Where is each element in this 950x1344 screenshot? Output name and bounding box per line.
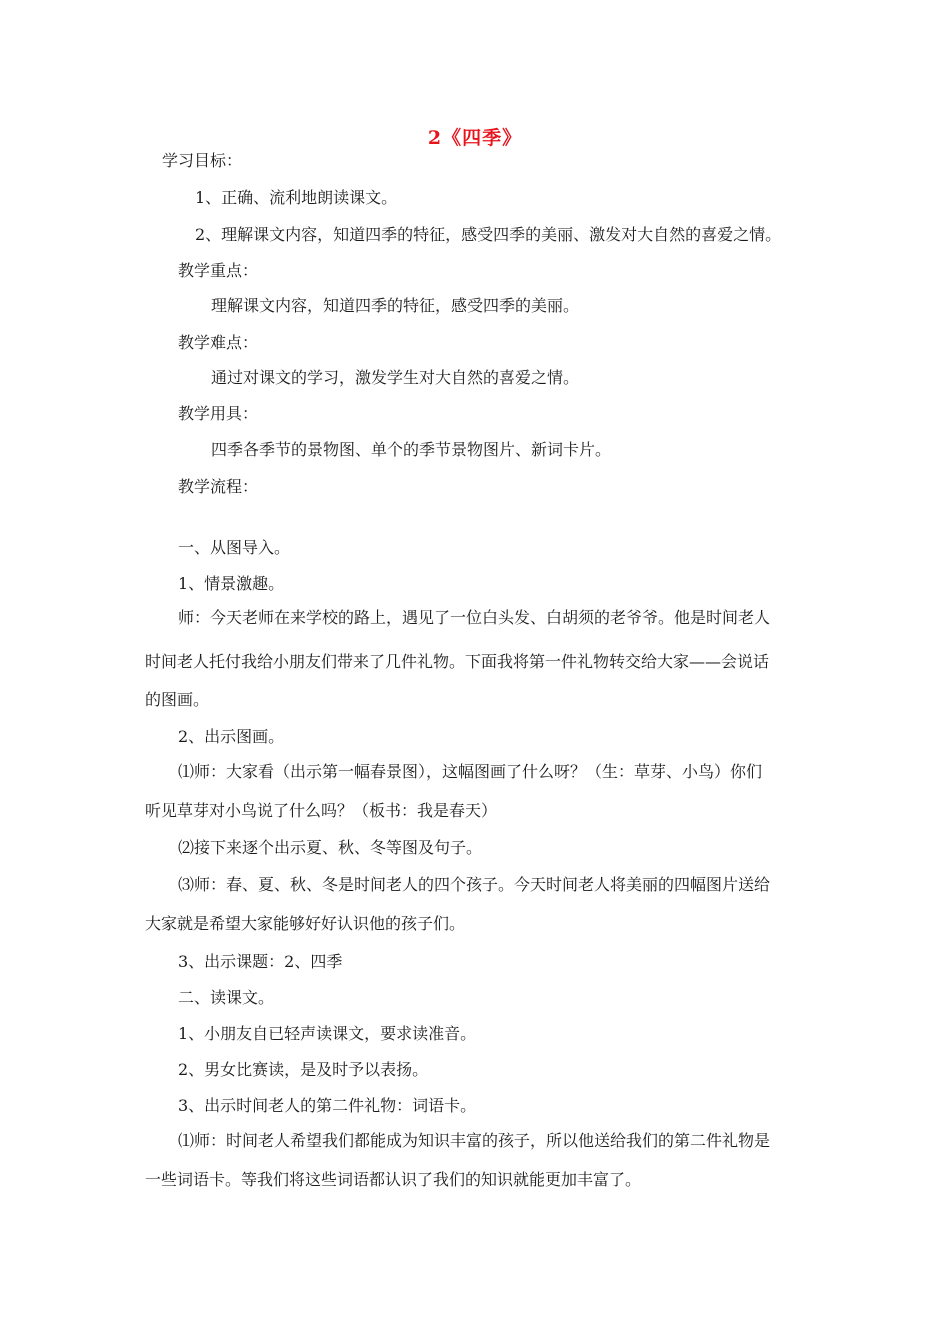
section-heading-process: 教学流程： [178,477,259,496]
paragraph: 大家就是希望大家能够好好认识他的孩子们。 [145,914,466,933]
paragraph: 理解课文内容，知道四季的特征，感受四季的美丽。 [211,296,580,315]
paragraph: 时间老人托付我给小朋友们带来了几件礼物。下面我将第一件礼物转交给大家——会说话 [145,652,770,671]
paragraph: ⑵接下来逐个出示夏、秋、冬等图及句子。 [178,838,483,857]
paragraph: 师：今天老师在来学校的路上，遇见了一位白头发、白胡须的老爷爷。他是时间老人 [178,608,771,627]
section-heading-goals: 学习目标： [162,151,243,170]
document-title: 2《四季》 [427,127,523,149]
paragraph: 2、出示图画。 [178,727,285,746]
paragraph: 2、男女比赛读，是及时予以表扬。 [178,1060,429,1079]
goal-item: 2、理解课文内容，知道四季的特征，感受四季的美丽、激发对大自然的喜爱之情。 [195,225,782,244]
paragraph: 四季各季节的景物图、单个的季节景物图片、新词卡片。 [211,440,612,459]
paragraph: 3、出示课题：2、四季 [178,952,343,971]
paragraph: 1、情景激趣。 [178,574,285,593]
step-heading: 一、从图导入。 [178,538,291,557]
paragraph: 1、小朋友自已轻声读课文，要求读准音。 [178,1024,477,1043]
goal-item: 1、正确、流利地朗读课文。 [195,188,398,207]
section-heading-tools: 教学用具： [178,404,259,423]
paragraph: 的图画。 [145,690,210,709]
section-heading-difficulty: 教学难点： [178,333,259,352]
section-heading-focus: 教学重点： [178,261,259,280]
paragraph: ⑶师：春、夏、秋、冬是时间老人的四个孩子。今天时间老人将美丽的四幅图片送给 [178,875,771,894]
paragraph: ⑴师：时间老人希望我们都能成为知识丰富的孩子，所以他送给我们的第二件礼物是 [178,1131,771,1150]
step-heading: 二、读课文。 [178,988,275,1007]
paragraph: 通过对课文的学习，激发学生对大自然的喜爱之情。 [211,368,580,387]
paragraph: 一些词语卡。等我们将这些词语都认识了我们的知识就能更加丰富了。 [145,1170,642,1189]
paragraph: 3、出示时间老人的第二件礼物：词语卡。 [178,1096,477,1115]
paragraph: 听见草芽对小鸟说了什么吗？（板书：我是春天） [145,801,498,820]
paragraph: ⑴师：大家看（出示第一幅春景图），这幅图画了什么呀？（生：草芽、小鸟）你们 [178,762,763,781]
